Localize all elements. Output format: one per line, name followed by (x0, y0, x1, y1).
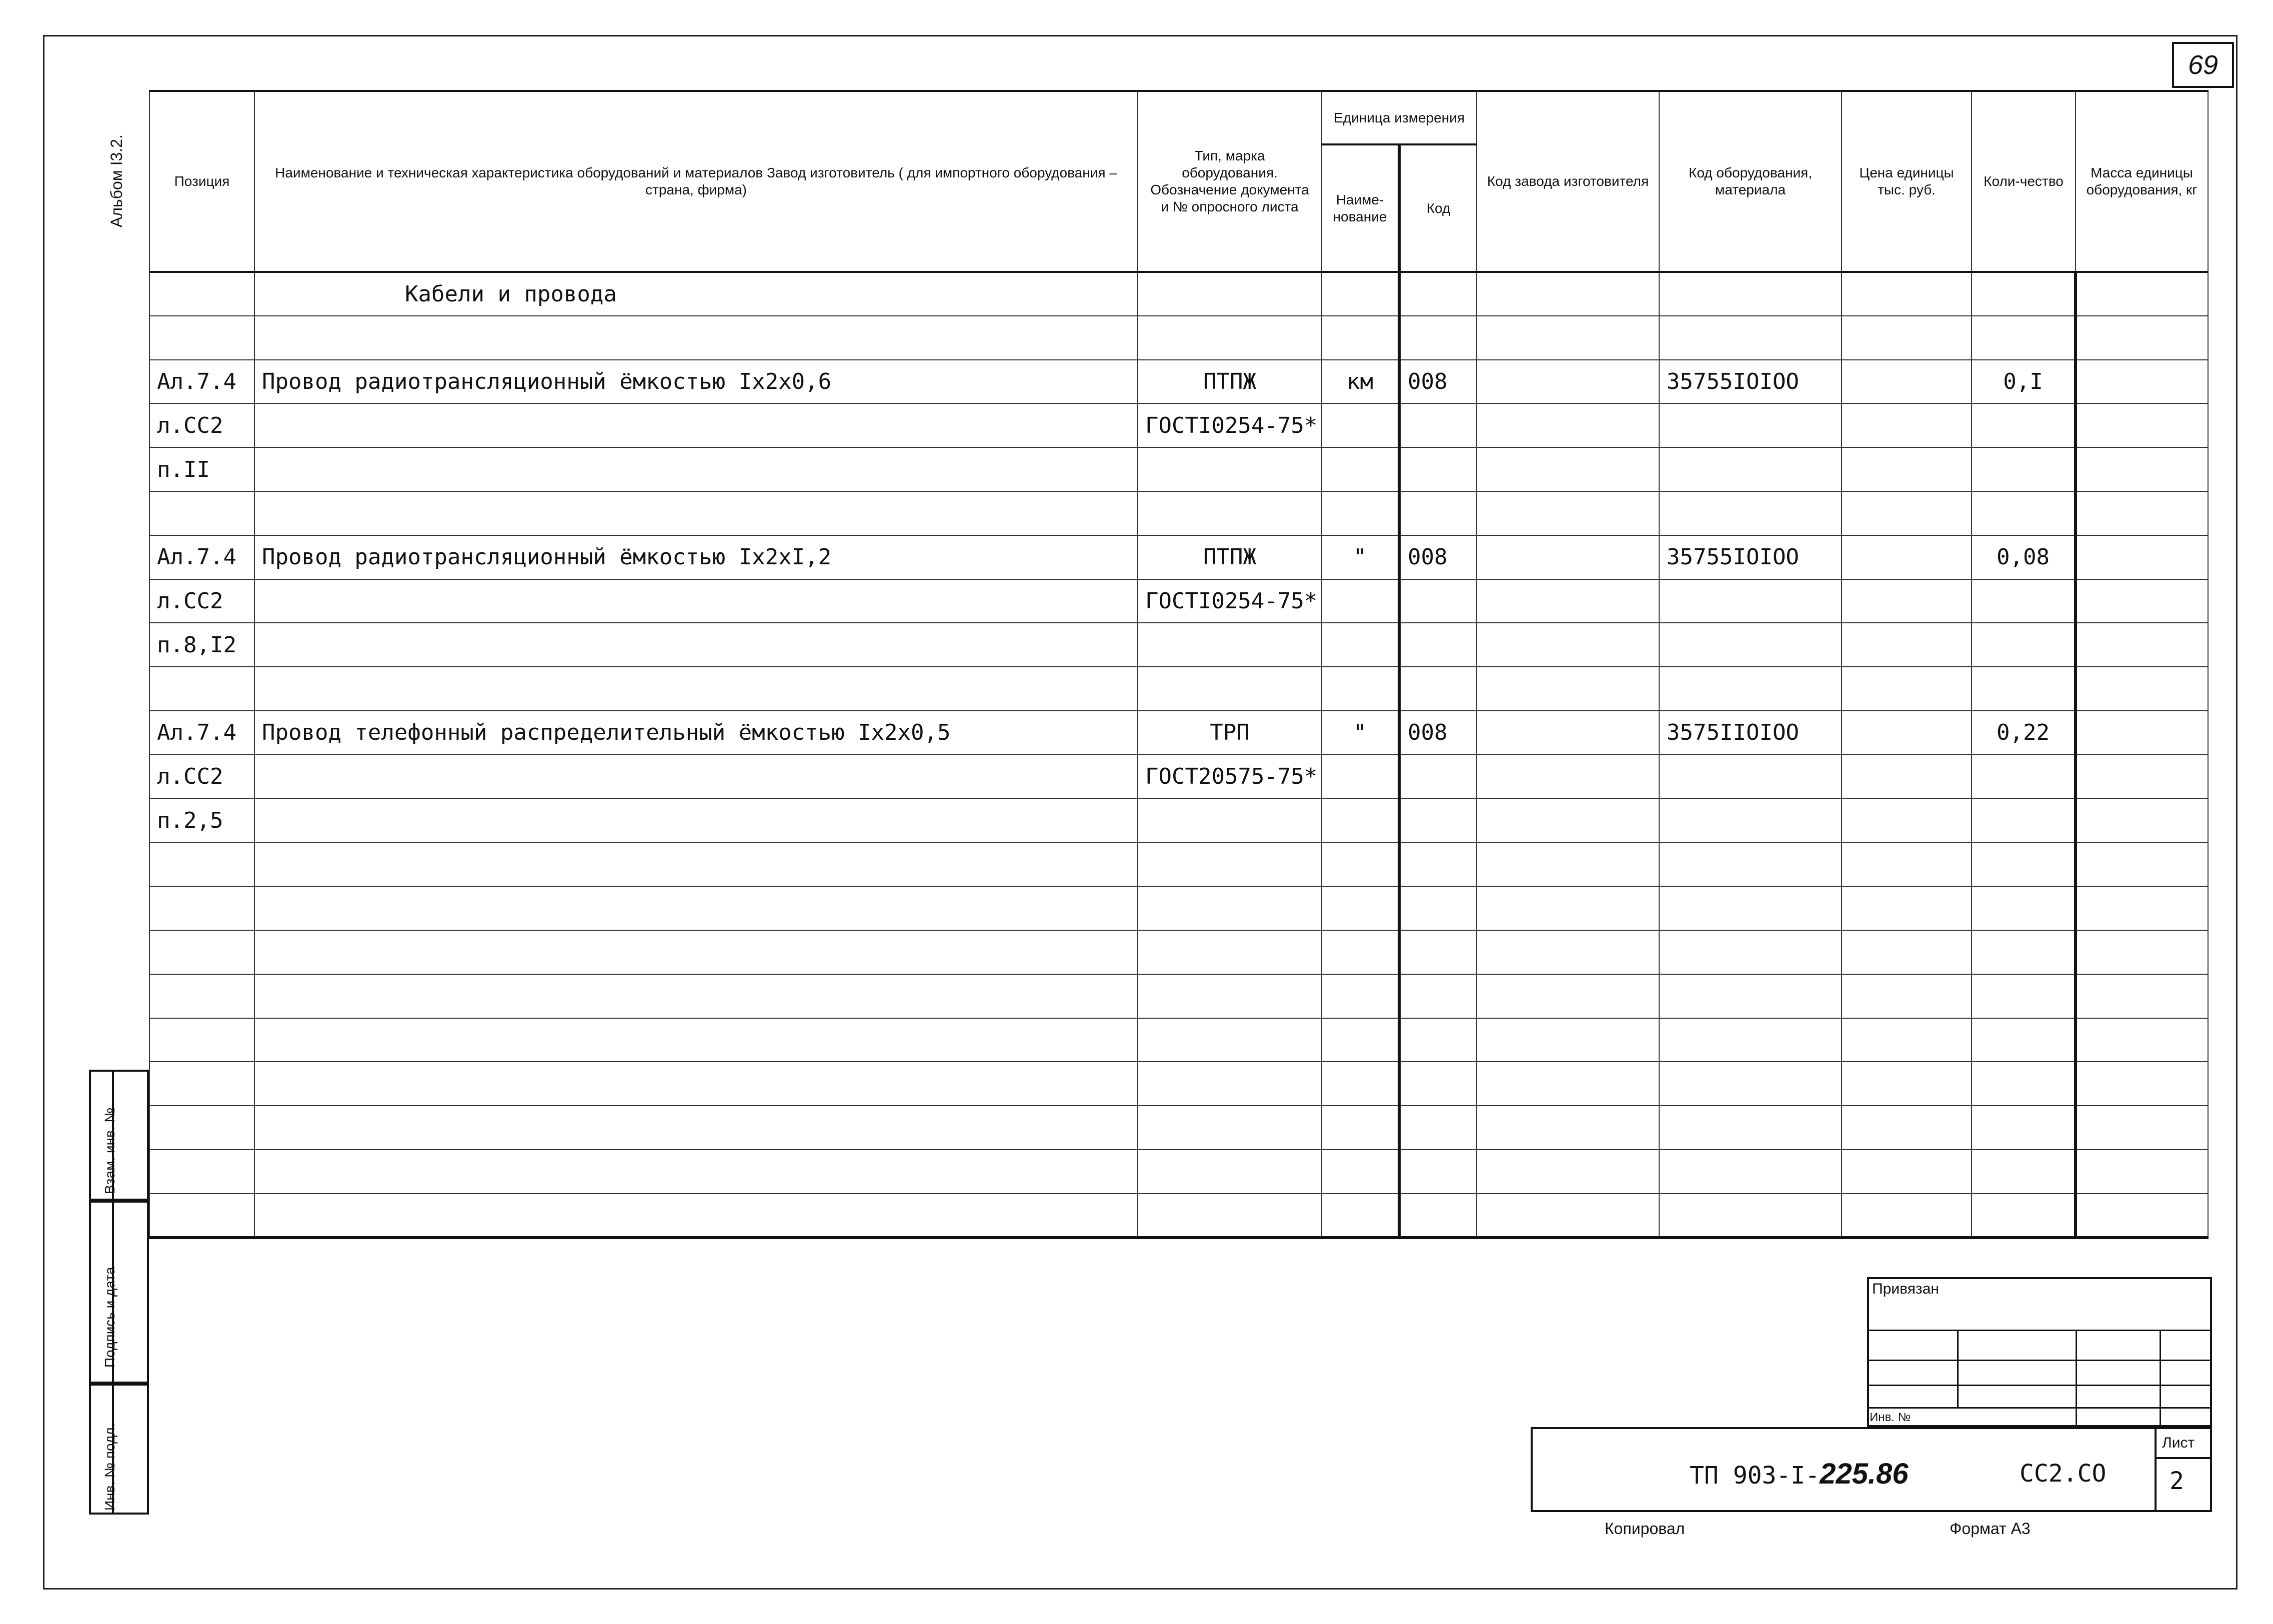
table-row (149, 1106, 2208, 1150)
doc-prefix: ТП 903-I- (1690, 1462, 1820, 1490)
kopiroval-label: Копировал (1605, 1520, 1685, 1538)
cell-unit-code (1399, 842, 1477, 886)
cell-unit (1322, 842, 1399, 886)
cell-equipment-code (1659, 1194, 1842, 1238)
cell-unit (1322, 1062, 1399, 1106)
cell-name (254, 755, 1138, 799)
cell-mass (2076, 623, 2208, 667)
cell-price (1842, 930, 1972, 974)
cell-equipment-code (1659, 491, 1842, 535)
cell-factory-code (1477, 316, 1659, 360)
cell-type (1138, 623, 1322, 667)
cell-factory-code (1477, 491, 1659, 535)
cell-factory-code (1477, 272, 1659, 316)
table-row (149, 711, 2208, 755)
stamp-inv (89, 1384, 149, 1515)
header-type: Тип, марка оборудования. Обозначение документа и № опросного листа (1138, 91, 1322, 272)
cell-type (1138, 667, 1322, 711)
table-row (149, 842, 2208, 886)
cell-equipment-code (1659, 447, 1842, 491)
cell-type (1138, 491, 1322, 535)
cell-quantity (1972, 579, 2076, 623)
cell-type: ГОСТ20575-75* (1138, 755, 1322, 799)
cell-unit (1322, 272, 1399, 316)
header-mass: Масса единицы оборудования, кг (2076, 91, 2208, 272)
table-row (149, 1018, 2208, 1062)
cell-unit-code (1399, 447, 1477, 491)
cell-position: л.СС2 (149, 403, 254, 447)
cell-equipment-code (1659, 1150, 1842, 1194)
cell-name (254, 1106, 1138, 1150)
cell-mass (2076, 1062, 2208, 1106)
album-label: Альбом I3.2. (107, 134, 125, 227)
cell-quantity (1972, 1194, 2076, 1238)
cell-unit (1322, 755, 1399, 799)
cell-price (1842, 623, 1972, 667)
cell-price (1842, 272, 1972, 316)
cell-quantity (1972, 974, 2076, 1018)
cell-factory-code (1477, 1062, 1659, 1106)
cell-factory-code (1477, 974, 1659, 1018)
cell-type (1138, 842, 1322, 886)
cell-equipment-code (1659, 755, 1842, 799)
cell-name (254, 974, 1138, 1018)
cell-price (1842, 360, 1972, 404)
cell-name (254, 403, 1138, 447)
cell-quantity (1972, 755, 2076, 799)
cell-price (1842, 755, 1972, 799)
cell-position (149, 1194, 254, 1238)
cell-mass (2076, 360, 2208, 404)
table-row (149, 360, 2208, 404)
cell-position (149, 491, 254, 535)
cell-name: Провод радиотрансляционный ёмкостью Iх2х0,6 (254, 360, 1138, 404)
cell-price (1842, 799, 1972, 843)
cell-quantity (1972, 316, 2076, 360)
cell-price (1842, 974, 1972, 1018)
cell-mass (2076, 842, 2208, 886)
cell-unit (1322, 886, 1399, 930)
cell-name (254, 1194, 1138, 1238)
table-row (149, 755, 2208, 799)
list-value: 2 (2170, 1467, 2184, 1495)
cell-quantity: 0,22 (1972, 711, 2076, 755)
cell-unit-code (1399, 667, 1477, 711)
privyazan-label: Привязан (1872, 1281, 1939, 1297)
table-row (149, 272, 2208, 316)
cell-name: Провод радиотрансляционный ёмкостью Iх2хI,2 (254, 535, 1138, 579)
cell-factory-code (1477, 1150, 1659, 1194)
cell-position: Ал.7.4 (149, 711, 254, 755)
cell-equipment-code: 35755IOIOO (1659, 360, 1842, 404)
cell-mass (2076, 886, 2208, 930)
cell-unit (1322, 403, 1399, 447)
cell-price (1842, 1194, 1972, 1238)
cell-name (254, 579, 1138, 623)
cell-mass (2076, 1106, 2208, 1150)
list-label: Лист (2162, 1435, 2195, 1451)
cell-unit: км (1322, 360, 1399, 404)
cell-unit-code (1399, 930, 1477, 974)
header-position: Позиция (149, 91, 254, 272)
cell-price (1842, 579, 1972, 623)
cell-factory-code (1477, 360, 1659, 404)
cell-mass (2076, 974, 2208, 1018)
cell-equipment-code (1659, 579, 1842, 623)
cell-type: ПТПЖ (1138, 535, 1322, 579)
cell-mass (2076, 711, 2208, 755)
cell-mass (2076, 272, 2208, 316)
cell-unit (1322, 1106, 1399, 1150)
cell-factory-code (1477, 1194, 1659, 1238)
cell-type (1138, 930, 1322, 974)
cell-position: л.СС2 (149, 579, 254, 623)
cell-unit-code (1399, 1062, 1477, 1106)
cell-name (254, 667, 1138, 711)
tb-rule (2076, 1330, 2077, 1427)
cell-factory-code (1477, 755, 1659, 799)
format-label: Формат А3 (1950, 1520, 2031, 1538)
cell-price (1842, 491, 1972, 535)
cell-position (149, 886, 254, 930)
cell-factory-code (1477, 447, 1659, 491)
table-row (149, 974, 2208, 1018)
cell-equipment-code (1659, 974, 1842, 1018)
cell-name: Провод телефонный распределительный ёмкостью Iх2х0,5 (254, 711, 1138, 755)
cell-position (149, 667, 254, 711)
stamp-podpis (89, 1201, 149, 1384)
cell-equipment-code (1659, 886, 1842, 930)
cell-name (254, 623, 1138, 667)
cell-factory-code (1477, 623, 1659, 667)
header-factory-code: Код завода изготовителя (1477, 91, 1659, 272)
cell-mass (2076, 491, 2208, 535)
cell-equipment-code (1659, 316, 1842, 360)
cell-quantity (1972, 886, 2076, 930)
cell-position (149, 1150, 254, 1194)
cell-price (1842, 316, 1972, 360)
specification-table (149, 90, 2209, 1239)
cell-unit-code: 008 (1399, 711, 1477, 755)
cell-equipment-code (1659, 667, 1842, 711)
cell-quantity (1972, 1062, 2076, 1106)
stamp-inv-label: Инв. № подл. (102, 1423, 117, 1511)
table-row (149, 799, 2208, 843)
header-unit-code: Код (1399, 144, 1477, 272)
cell-price (1842, 886, 1972, 930)
cell-position: п.2,5 (149, 799, 254, 843)
cell-factory-code (1477, 799, 1659, 843)
cell-factory-code (1477, 886, 1659, 930)
cell-quantity (1972, 1018, 2076, 1062)
cell-quantity (1972, 491, 2076, 535)
tb-rule (1957, 1330, 1959, 1407)
cell-name (254, 491, 1138, 535)
cell-unit-code: 008 (1399, 535, 1477, 579)
cell-factory-code (1477, 535, 1659, 579)
cell-type (1138, 1194, 1322, 1238)
cell-mass (2076, 1150, 2208, 1194)
cell-unit-code (1399, 886, 1477, 930)
cell-type (1138, 272, 1322, 316)
stamp-vzam-label: Взам. инв. № (102, 1107, 117, 1194)
document-mark: СС2.СО (2020, 1460, 2107, 1488)
cell-type (1138, 316, 1322, 360)
cell-unit (1322, 447, 1399, 491)
cell-name (254, 930, 1138, 974)
cell-position: Ал.7.4 (149, 535, 254, 579)
cell-unit (1322, 491, 1399, 535)
table-row (149, 447, 2208, 491)
cell-unit (1322, 1194, 1399, 1238)
cell-quantity (1972, 799, 2076, 843)
cell-price (1842, 1062, 1972, 1106)
cell-unit (1322, 1150, 1399, 1194)
cell-position: Ал.7.4 (149, 360, 254, 404)
cell-unit-code (1399, 974, 1477, 1018)
stamp-vzam (89, 1070, 149, 1201)
cell-quantity (1972, 1106, 2076, 1150)
cell-position: л.СС2 (149, 755, 254, 799)
cell-equipment-code (1659, 1106, 1842, 1150)
table-row (149, 1150, 2208, 1194)
cell-quantity (1972, 623, 2076, 667)
cell-factory-code (1477, 930, 1659, 974)
cell-position (149, 272, 254, 316)
cell-unit (1322, 579, 1399, 623)
header-name: Наименование и техническая характеристика оборудований и материалов Завод изготовитель ( для импортного оборудования – страна, фирма) (254, 91, 1138, 272)
cell-factory-code (1477, 403, 1659, 447)
tb-rule (2160, 1330, 2161, 1427)
cell-type: ТРП (1138, 711, 1322, 755)
table-row (149, 623, 2208, 667)
cell-unit-code (1399, 491, 1477, 535)
stamp-podpis-label: Подпись и дата (102, 1267, 117, 1368)
cell-price (1842, 447, 1972, 491)
cell-price (1842, 1106, 1972, 1150)
cell-quantity (1972, 272, 2076, 316)
cell-type (1138, 1018, 1322, 1062)
cell-quantity (1972, 1150, 2076, 1194)
cell-price (1842, 1018, 1972, 1062)
cell-type (1138, 886, 1322, 930)
cell-type (1138, 1150, 1322, 1194)
cell-type: ГОСТI0254-75* (1138, 403, 1322, 447)
cell-equipment-code: 3575IIOIOO (1659, 711, 1842, 755)
cell-price (1842, 1150, 1972, 1194)
table-row (149, 1194, 2208, 1238)
cell-unit-code (1399, 579, 1477, 623)
cell-name (254, 799, 1138, 843)
cell-unit (1322, 1018, 1399, 1062)
cell-equipment-code: 35755IOIOO (1659, 535, 1842, 579)
cell-unit-code (1399, 1150, 1477, 1194)
table-row (149, 316, 2208, 360)
cell-mass (2076, 579, 2208, 623)
header-equipment-code: Код оборудования, материала (1659, 91, 1842, 272)
cell-mass (2076, 1018, 2208, 1062)
table-row (149, 930, 2208, 974)
header-price: Цена единицы тыс. руб. (1842, 91, 1972, 272)
cell-factory-code (1477, 711, 1659, 755)
cell-type (1138, 799, 1322, 843)
cell-type: ПТПЖ (1138, 360, 1322, 404)
sheet-number: 69 (2172, 42, 2234, 88)
cell-position (149, 316, 254, 360)
header-unit-group: Единица измерения (1322, 91, 1477, 144)
cell-unit (1322, 974, 1399, 1018)
cell-mass (2076, 930, 2208, 974)
cell-unit-code (1399, 623, 1477, 667)
header-unit-name: Наиме-нование (1322, 144, 1399, 272)
cell-name (254, 1150, 1138, 1194)
cell-mass (2076, 1194, 2208, 1238)
header-quantity: Коли-чество (1972, 91, 2076, 272)
cell-unit (1322, 623, 1399, 667)
cell-position (149, 930, 254, 974)
cell-mass (2076, 667, 2208, 711)
cell-factory-code (1477, 1106, 1659, 1150)
cell-unit-code (1399, 272, 1477, 316)
cell-mass (2076, 799, 2208, 843)
cell-unit (1322, 799, 1399, 843)
cell-price (1842, 842, 1972, 886)
cell-quantity (1972, 667, 2076, 711)
cell-position (149, 1018, 254, 1062)
cell-unit-code (1399, 1106, 1477, 1150)
cell-unit-code (1399, 755, 1477, 799)
cell-factory-code (1477, 1018, 1659, 1062)
table-row (149, 667, 2208, 711)
cell-quantity (1972, 930, 2076, 974)
tb-rule (2155, 1427, 2157, 1512)
cell-unit-code (1399, 1018, 1477, 1062)
cell-mass (2076, 447, 2208, 491)
cell-equipment-code (1659, 1062, 1842, 1106)
cell-type (1138, 1106, 1322, 1150)
cell-equipment-code (1659, 623, 1842, 667)
cell-name (254, 316, 1138, 360)
cell-name (254, 1062, 1138, 1106)
cell-quantity (1972, 447, 2076, 491)
cell-equipment-code (1659, 403, 1842, 447)
cell-factory-code (1477, 579, 1659, 623)
cell-unit: " (1322, 535, 1399, 579)
cell-type (1138, 974, 1322, 1018)
cell-quantity (1972, 842, 2076, 886)
cell-position: п.8,I2 (149, 623, 254, 667)
cell-mass (2076, 316, 2208, 360)
cell-unit-code (1399, 316, 1477, 360)
cell-quantity (1972, 403, 2076, 447)
cell-name (254, 886, 1138, 930)
cell-price (1842, 711, 1972, 755)
cell-equipment-code (1659, 1018, 1842, 1062)
cell-factory-code (1477, 842, 1659, 886)
cell-position (149, 974, 254, 1018)
cell-mass (2076, 755, 2208, 799)
cell-price (1842, 535, 1972, 579)
cell-name (254, 447, 1138, 491)
cell-position (149, 842, 254, 886)
cell-mass (2076, 535, 2208, 579)
cell-unit-code (1399, 1194, 1477, 1238)
table-row (149, 1062, 2208, 1106)
cell-position (149, 1062, 254, 1106)
table-row (149, 535, 2208, 579)
cell-unit-code (1399, 403, 1477, 447)
cell-unit (1322, 667, 1399, 711)
cell-type (1138, 447, 1322, 491)
cell-factory-code (1477, 667, 1659, 711)
cell-position (149, 1106, 254, 1150)
cell-price (1842, 667, 1972, 711)
doc-number: 225.86 (1820, 1458, 1909, 1490)
cell-name (254, 842, 1138, 886)
cell-unit-code (1399, 799, 1477, 843)
table-row (149, 491, 2208, 535)
cell-quantity: 0,I (1972, 360, 2076, 404)
cell-price (1842, 403, 1972, 447)
table-row (149, 403, 2208, 447)
document-code (1690, 1457, 1909, 1491)
table-row (149, 886, 2208, 930)
cell-equipment-code (1659, 930, 1842, 974)
cell-unit: " (1322, 711, 1399, 755)
cell-unit-code: 008 (1399, 360, 1477, 404)
cell-mass (2076, 403, 2208, 447)
cell-quantity: 0,08 (1972, 535, 2076, 579)
cell-name: Кабели и провода (254, 272, 1138, 316)
cell-equipment-code (1659, 272, 1842, 316)
cell-position: п.II (149, 447, 254, 491)
cell-unit (1322, 930, 1399, 974)
cell-equipment-code (1659, 799, 1842, 843)
cell-unit (1322, 316, 1399, 360)
cell-type: ГОСТI0254-75* (1138, 579, 1322, 623)
cell-type (1138, 1062, 1322, 1106)
cell-equipment-code (1659, 842, 1842, 886)
table-row (149, 579, 2208, 623)
cell-name (254, 1018, 1138, 1062)
inv-no-label: Инв. № (1870, 1411, 1911, 1424)
tb-rule (2155, 1457, 2212, 1459)
